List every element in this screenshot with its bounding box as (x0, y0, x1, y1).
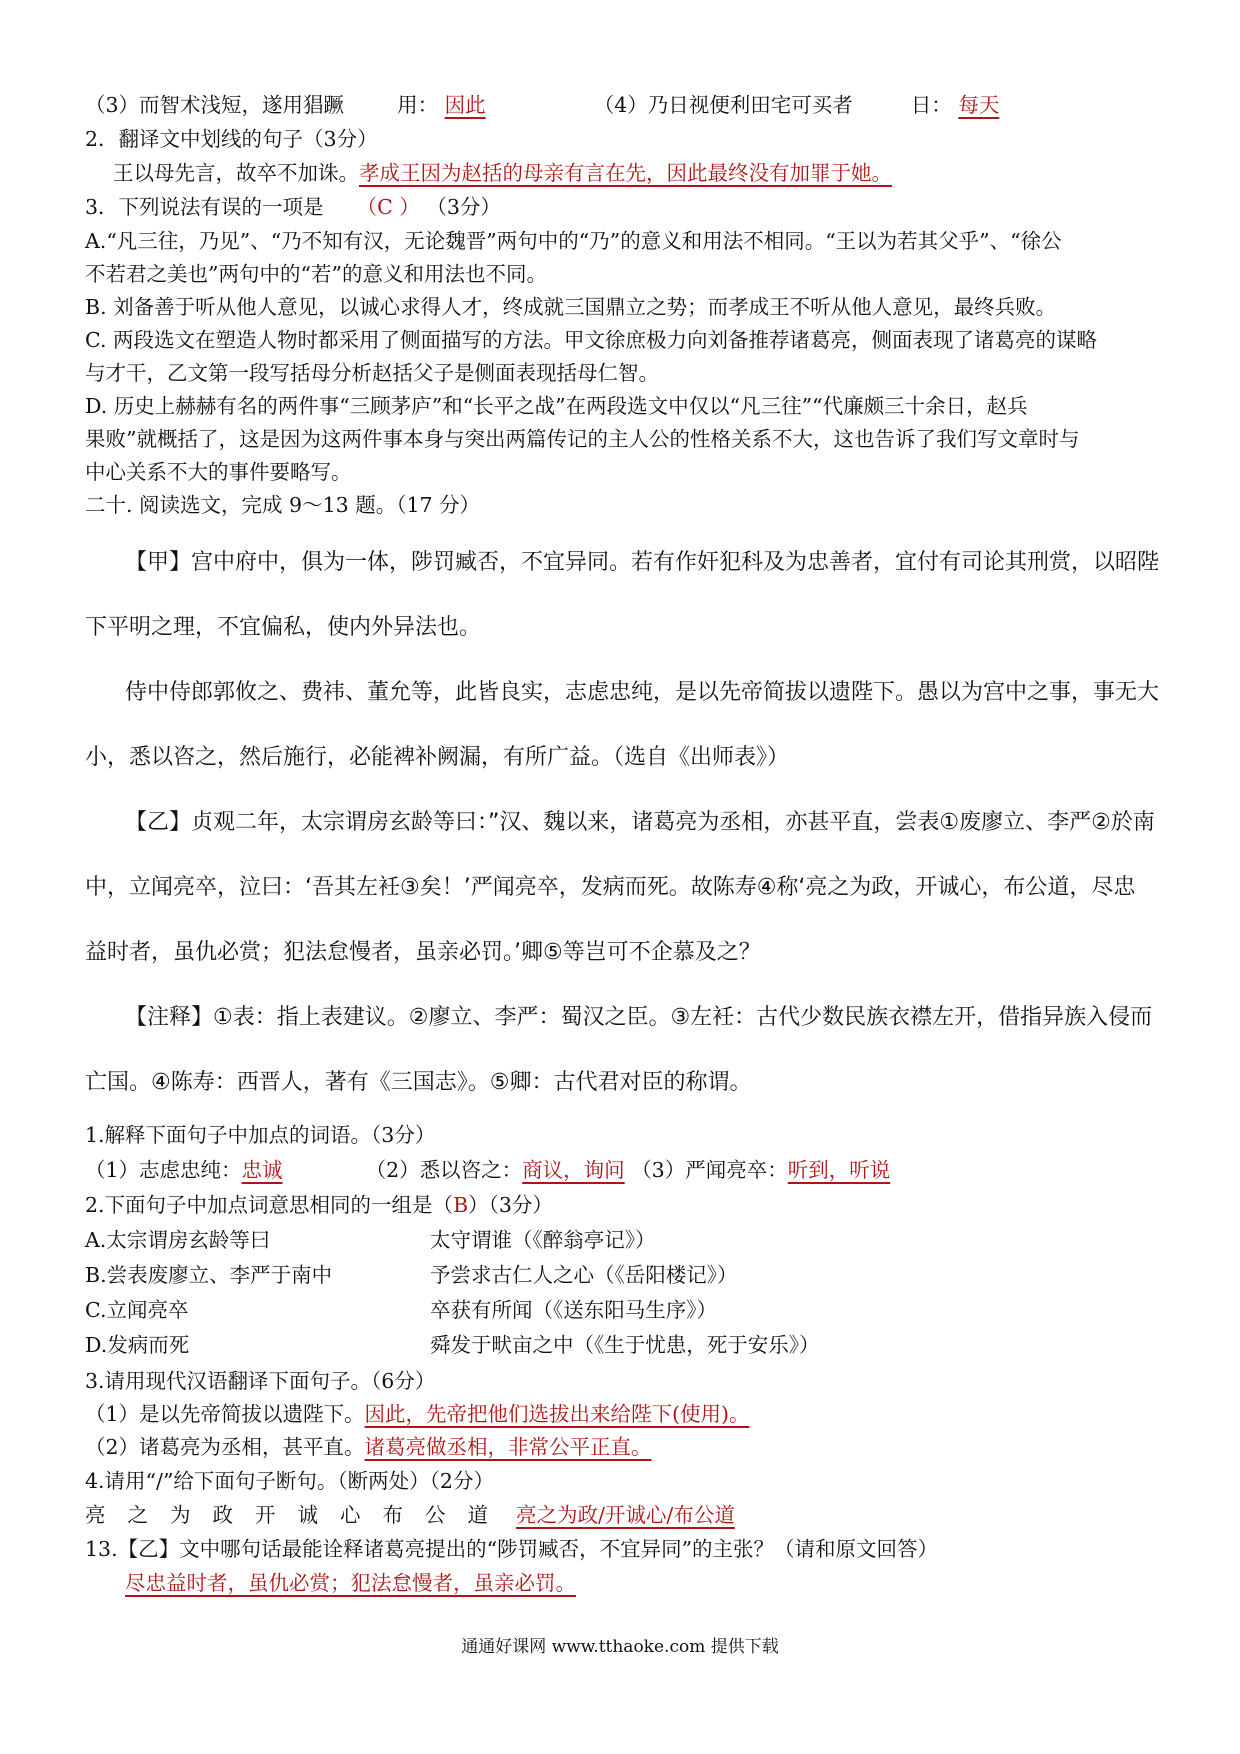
q4-answer: 亮之为政/开诚心/布公道 (516, 1503, 735, 1527)
mcq-score: （3分） (426, 195, 501, 219)
q13-answer (125, 1568, 576, 1598)
mcq-option-c-line1: C. 两段选文在塑造人物时都采用了侧面描写的方法。甲文徐庶极力向刘备推荐诸葛亮，侧面表现了诸葛亮的谋略 (85, 328, 1097, 352)
q3-a-answer: 因此，先帝把他们选拔出来给陛下(使用)。 (364, 1402, 750, 1426)
trans-sentence: 王以母先言，故卒不加诛。 (113, 161, 359, 185)
trans-line (113, 158, 892, 188)
passage-jia-line1: 【甲】宫中府中，俱为一体，陟罚臧否，不宜异同。若有作奸犯科及为忠善者，宜付有司论其刑赏，以昭陛 (125, 550, 1160, 575)
mcq-option-c-line2: 与才干，乙文第一段写括母分析赵括父子是侧面表现括母仁智。 (85, 361, 659, 385)
q2-row-a-right: 太守谓谁（《醉翁亭记》） (430, 1228, 656, 1252)
q4-line (85, 1500, 735, 1530)
q3-a-label: （1）是以先帝简拔以遗陛下。 (85, 1402, 365, 1426)
q2-row-d-left: D.发病而死 (85, 1333, 190, 1357)
q1-c-label: （3）严闻亮卒： (631, 1158, 788, 1182)
section-20-title: 二十. 阅读选文，完成 9～13 题。（17 分） (85, 493, 481, 517)
q2-row-c-left: C.立闻亮卒 (85, 1298, 189, 1322)
q2-title-b: ）（3分） (468, 1193, 553, 1217)
mcq-option-d-line3: 中心关系不大的事件要略写。 (85, 460, 352, 484)
trans-answer: 孝成王因为赵括的母亲有言在先，因此最终没有加罪于她。 (359, 161, 892, 185)
q4-title: 4.请用“/”给下面句子断句。（断两处）（2分） (85, 1469, 494, 1493)
passage-jia-line4: 小，悉以咨之，然后施行，必能裨补阙漏，有所广益。（选自《出师表》） (85, 745, 790, 770)
q2-row-b-left: B.尝表废廖立、李严于南中 (85, 1263, 333, 1287)
page-footer: 通通好课网 www.tthaoke.com 提供下载 (461, 1637, 779, 1657)
q13-title: 13.【乙】文中哪句话最能诠释诸葛亮提出的“陟罚臧否，不宜异同”的主张？（请和原文回答） (85, 1537, 939, 1561)
q3-title: 3.请用现代汉语翻译下面句子。（6分） (85, 1369, 436, 1393)
q2-row-c-right: 卒获有所闻（《送东阳马生序》） (430, 1298, 717, 1322)
top-line (85, 90, 1025, 120)
q3-answer: 因此 (444, 93, 486, 117)
mcq-option-b: B. 刘备善于听从他人意见，以诚心求得人才，终成就三国鼎立之势；而孝成王不听从他人意见，最终兵败。 (85, 295, 1057, 319)
q4-key: 日： (910, 93, 952, 117)
q3-sentence: （3）而智术浅短，遂用猖蹶 (85, 93, 345, 117)
trans-title: 2．翻译文中划线的句子（3分） (85, 127, 378, 151)
passage-yi-line3: 益时者，虽仇必赏；犯法怠慢者，虽亲必罚。’卿⑤等岂可不企慕及之？ (85, 940, 761, 965)
q2-title (85, 1190, 553, 1220)
q13-answer-text: 尽忠益时者，虽仇必赏；犯法怠慢者，虽亲必罚。 (125, 1571, 576, 1595)
notes-line1: 【注释】①表：指上表建议。②廖立、李严：蜀汉之臣。③左衽：古代少数民族衣襟左开，借指异族入侵而 (125, 1005, 1153, 1030)
passage-yi-line1: 【乙】贞观二年，太宗谓房玄龄等曰：”汉、魏以来，诸葛亮为丞相，亦甚平直，尝表①废廖立、李严②於南 (125, 810, 1155, 835)
q2-answer: B (453, 1193, 469, 1217)
q2-title-a: 2.下面句子中加点词意思相同的一组是（ (85, 1193, 454, 1217)
mcq-option-d-line1: D. 历史上赫赫有名的两件事“三顾茅庐”和“长平之战”在两段选文中仅以“凡三往”“代廉颇三十余日，赵兵 (85, 394, 1028, 418)
q4-sentence: （4）乃日视便利田宅可买者 (593, 93, 853, 117)
passage-jia-line2: 下平明之理，不宜偏私，使内外异法也。 (85, 615, 482, 640)
mcq-title-text: 3．下列说法有误的一项是 (85, 195, 324, 219)
q1-c-answer: 听到，听说 (787, 1158, 891, 1182)
passage-jia-line3: 侍中侍郎郭攸之、费祎、董允等，此皆良实，志虑忠纯，是以先帝简拔以遗陛下。愚以为宫中之事，事无大 (125, 680, 1160, 705)
q3-key: 用： (397, 93, 439, 117)
q4-sentence: 亮之为政开诚心布公道 (85, 1503, 510, 1527)
q1-b-answer: 商议，询问 (522, 1158, 625, 1182)
q3-line-a (85, 1399, 750, 1429)
notes-line2: 亡国。④陈寿：西晋人，著有《三国志》。⑤卿：古代君对臣的称谓。 (85, 1070, 752, 1095)
mcq-title (85, 192, 501, 222)
q3-b-answer: 诸葛亮做丞相，非常公平正直。 (364, 1435, 652, 1459)
q2-row-d-right: 舜发于畎亩之中（《生于忧患，死于安乐》） (430, 1333, 820, 1357)
passage-yi-line2: 中，立闻亮卒，泣曰：‘吾其左衽③矣！’严闻亮卒，发病而死。故陈寿④称‘亮之为政，开诚心，布公道，尽忠 (85, 875, 1136, 900)
q4-answer: 每天 (958, 93, 1000, 117)
q3-line-b (85, 1432, 652, 1462)
q1-b-label: （2）悉以咨之： (365, 1158, 523, 1182)
q1-title: 1.解释下面句子中加点的词语。（3分） (85, 1123, 436, 1147)
q2-row-b-right: 予尝求古仁人之心（《岳阳楼记》） (430, 1263, 738, 1287)
q1-answers (85, 1155, 890, 1185)
q2-row-a-left: A.太宗谓房玄龄等曰 (85, 1228, 271, 1252)
q1-a-answer: 忠诚 (241, 1158, 283, 1182)
mcq-option-a-line1: A.“凡三往，乃见”、“乃不知有汉，无论魏晋”两句中的“乃”的意义和用法不相同。“王以为若其父乎”、“徐公 (85, 229, 1062, 253)
q1-a-label: （1）志虑忠纯： (85, 1158, 242, 1182)
q3-b-label: （2）诸葛亮为丞相，甚平直。 (85, 1435, 365, 1459)
mcq-option-d-line2: 果败”就概括了，这是因为这两件事本身与突出两篇传记的主人公的性格关系不大，这也告诉了我们写文章时与 (85, 427, 1080, 451)
mcq-option-a-line2: 不若君之美也”两句中的“若”的意义和用法也不同。 (85, 262, 547, 286)
mcq-answer: （C ） (356, 195, 420, 219)
